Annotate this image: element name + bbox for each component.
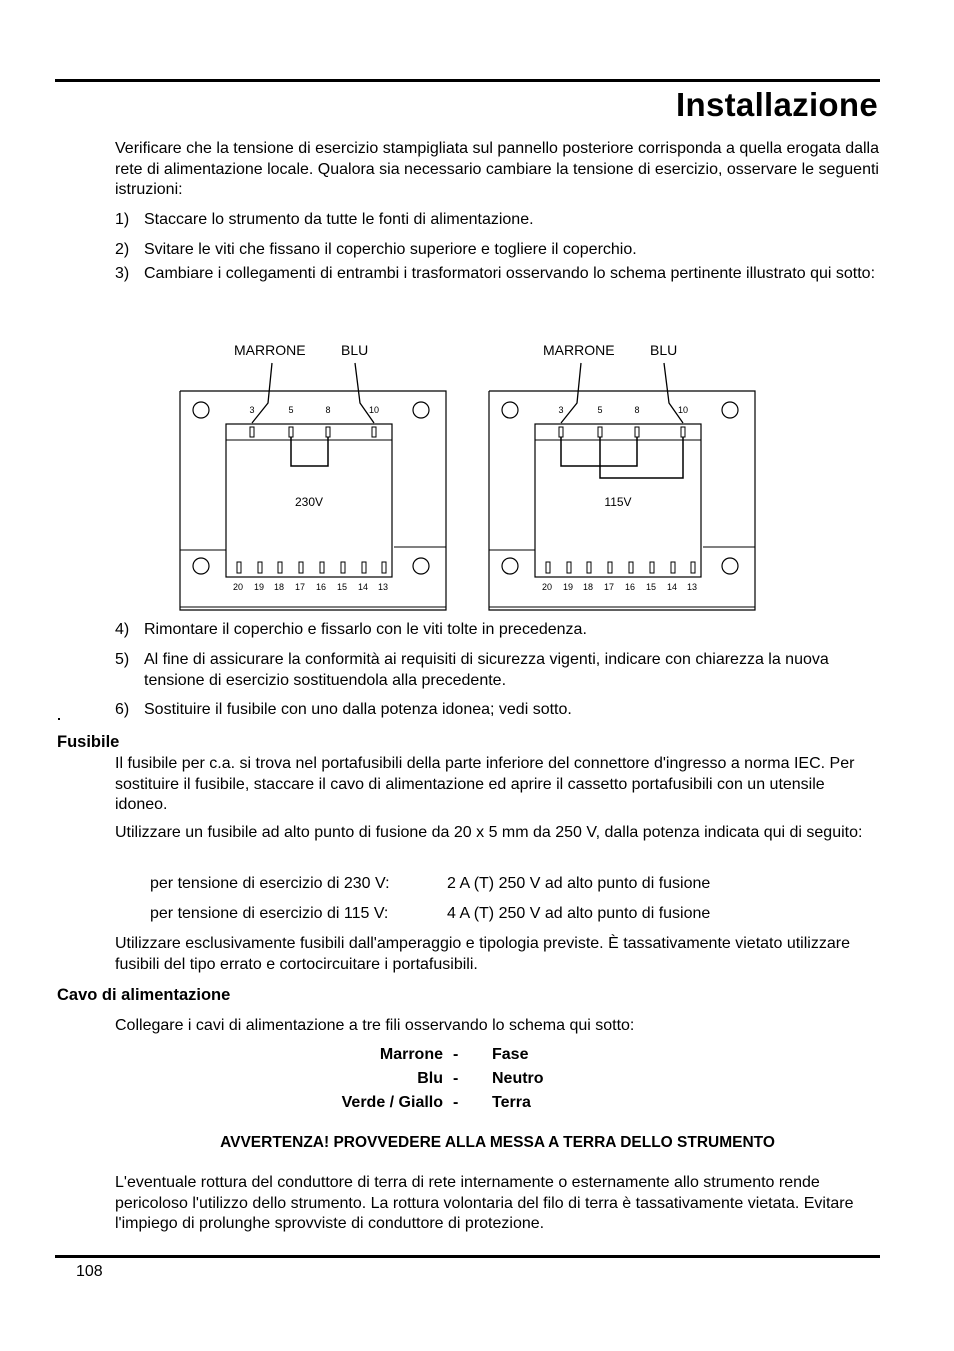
pin-label: 17	[294, 582, 306, 592]
pin-label: 15	[645, 582, 657, 592]
pin-label: 15	[336, 582, 348, 592]
pin-label: 20	[541, 582, 553, 592]
pin-label: 19	[562, 582, 574, 592]
voltage-label: 115V	[604, 495, 632, 509]
stray-mark	[58, 718, 60, 720]
cable-heading: Cavo di alimentazione	[57, 986, 231, 1004]
pin-label: 16	[315, 582, 327, 592]
bottom-rule	[55, 1255, 880, 1258]
wire-label-brown: MARRONE	[543, 342, 615, 358]
pin-label: 8	[634, 405, 640, 415]
pin-label: 16	[624, 582, 636, 592]
step-text: Sostituire il fusibile con uno dalla potenza idonea; vedi sotto.	[144, 701, 572, 718]
pin-label: 13	[377, 582, 389, 592]
step-number: 3)	[115, 265, 130, 282]
intro-paragraph: Verificare che la tensione di esercizio stampigliata sul pannello posteriore corrisponda a quella erogata dalla rete di alimentazione locale. Qualora sia necessario cambiare la tensione di esercizio, osservare le seguenti istruzioni:	[115, 140, 880, 198]
wire-function: Fase	[492, 1046, 529, 1063]
transformer-diagram-230v	[175, 335, 453, 615]
pin-label: 5	[288, 405, 294, 415]
pin-label: 20	[232, 582, 244, 592]
voltage-label: 230V	[294, 495, 324, 509]
wire-function: Terra	[492, 1094, 531, 1111]
step-text: Al fine di assicurare la conformità ai requisiti di sicurezza vigenti, indicare con chiarezza la nuova tensione di esercizio sostituendola alla precedente.	[144, 651, 829, 689]
wire-function: Neutro	[492, 1070, 544, 1087]
pin-label: 18	[582, 582, 594, 592]
fuse-paragraph-2: Utilizzare un fusibile ad alto punto di fusione da 20 x 5 mm da 250 V, dalla potenza indicata qui di seguito:	[115, 824, 863, 841]
wire-label-brown: MARRONE	[234, 342, 306, 358]
top-rule	[55, 79, 880, 82]
wire-label-blue: BLU	[341, 342, 369, 358]
wire-color: Marrone	[379, 1046, 443, 1063]
pin-label: 10	[677, 405, 689, 415]
pin-label: 18	[273, 582, 285, 592]
step-number: 6)	[115, 701, 130, 718]
fuse-rating-label: per tensione di esercizio di 230 V:	[150, 875, 390, 892]
step-text: Rimontare il coperchio e fissarlo con le viti tolte in precedenza.	[144, 621, 587, 638]
pin-label: 19	[253, 582, 265, 592]
pin-label: 5	[597, 405, 603, 415]
wire-dash: -	[453, 1046, 459, 1063]
step-number: 5)	[115, 651, 130, 668]
step-number: 4)	[115, 621, 130, 638]
pin-label: 3	[558, 405, 564, 415]
pin-label: 3	[249, 405, 255, 415]
fuse-paragraph-1: Il fusibile per c.a. si trova nel portafusibili della parte inferiore del connettore d'ingresso a norma IEC. Per sostituire il fusibile, staccare il cavo di alimentazione ed aprire il cassetto portafusibili con un utensile idoneo.	[115, 755, 855, 813]
pin-label: 14	[357, 582, 369, 592]
ground-warning: AVVERTENZA! PROVVEDERE ALLA MESSA A TERRA DELLO STRUMENTO	[220, 1134, 775, 1151]
step-text: Cambiare i collegamenti di entrambi i trasformatori osservando lo schema pertinente illustrato qui sotto:	[144, 265, 876, 282]
wire-color: Blu	[417, 1070, 443, 1087]
step-number: 2)	[115, 241, 130, 258]
cable-paragraph-2: L'eventuale rottura del conduttore di terra di rete internamente o esternamente allo strumento rende pericoloso l'utilizzo dello strumento. La rottura volontaria del filo di terra è tassativamente vietata. Evitare l'impiego di prolunghe sprovviste di conduttore di protezione.	[115, 1174, 854, 1232]
pin-label: 8	[325, 405, 331, 415]
wire-color: Verde / Giallo	[341, 1094, 443, 1111]
pin-label: 17	[603, 582, 615, 592]
fuse-rating-value: 2 A (T) 250 V ad alto punto di fusione	[447, 875, 711, 892]
page-title: Installazione	[676, 86, 878, 123]
fuse-rating-label: per tensione di esercizio di 115 V:	[150, 905, 389, 922]
wire-label-blue: BLU	[650, 342, 678, 358]
step-text: Staccare lo strumento da tutte le fonti di alimentazione.	[144, 211, 534, 228]
fuse-heading: Fusibile	[57, 733, 120, 751]
pin-label: 14	[666, 582, 678, 592]
cable-paragraph-1: Collegare i cavi di alimentazione a tre fili osservando lo schema qui sotto:	[115, 1017, 635, 1034]
pin-label: 10	[368, 405, 380, 415]
page-number: 108	[76, 1263, 103, 1280]
wire-dash: -	[453, 1094, 459, 1111]
pin-label: 13	[686, 582, 698, 592]
step-number: 1)	[115, 211, 130, 228]
wire-dash: -	[453, 1070, 459, 1087]
fuse-paragraph-3: Utilizzare esclusivamente fusibili dall'amperaggio e tipologia previste. È tassativamente vietato utilizzare fusibili del tipo errato e cortocircuitare i portafusibili.	[115, 935, 850, 973]
step-text: Svitare le viti che fissano il coperchio superiore e togliere il coperchio.	[144, 241, 637, 258]
fuse-rating-value: 4 A (T) 250 V ad alto punto di fusione	[447, 905, 711, 922]
transformer-diagram-115v	[484, 335, 762, 615]
